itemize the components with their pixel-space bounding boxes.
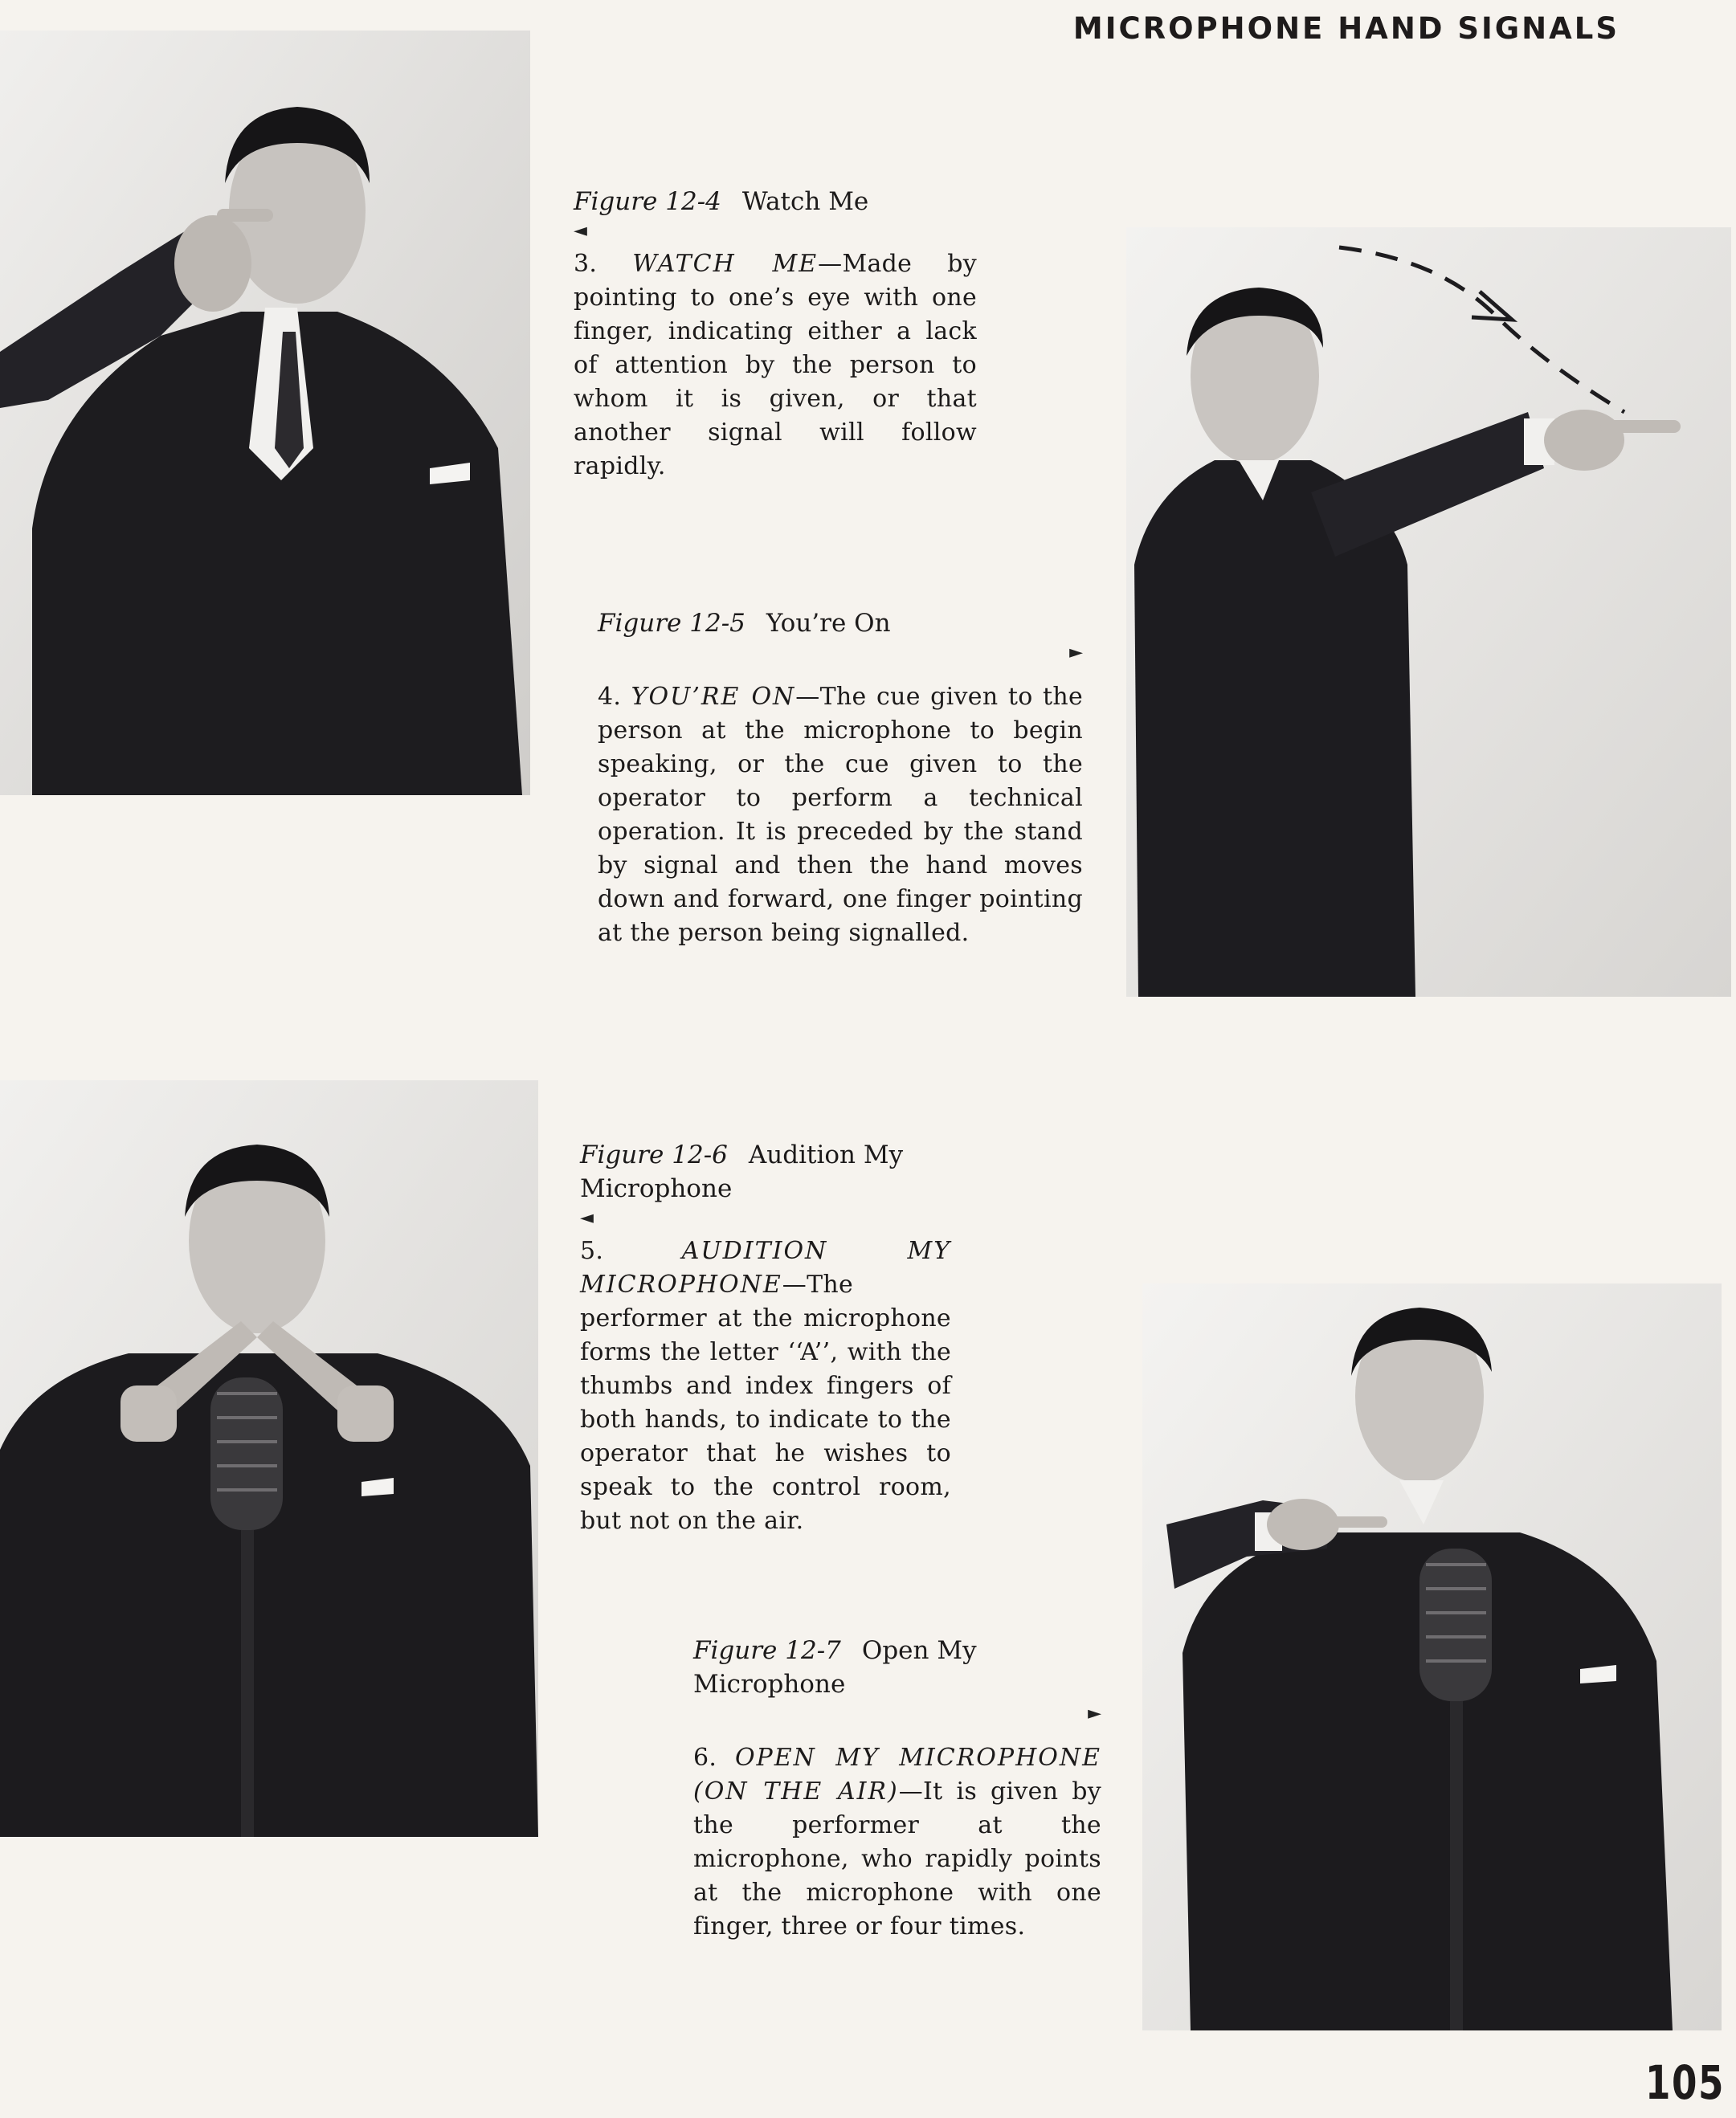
- figure-12-4-text: [574, 185, 977, 484]
- figure-12-6-caption: [580, 1138, 951, 1206]
- page-header: MICROPHONE HAND SIGNALS: [1072, 11, 1620, 46]
- figure-12-5-caption: [598, 606, 1083, 640]
- figure-caption: Watch Me: [741, 187, 869, 216]
- signal-body: —The cue given to the person at the microphone to begin speaking, or the cue given to the operator to perform a technical operation. It is preceded by the stand by signal and then the hand moves down and forward, one finger pointing at the person being signalled.: [598, 683, 1084, 947]
- figure-label: Figure 12-6: [580, 1141, 728, 1169]
- signal-title: YOU’RE ON: [631, 683, 796, 711]
- page-number: 105: [1644, 2055, 1725, 2110]
- figure-12-5-text: [598, 606, 1083, 950]
- figure-label: Figure 12-5: [598, 609, 745, 638]
- signal-title: WATCH ME: [632, 250, 819, 278]
- figure-12-7-text: [693, 1634, 1101, 1944]
- signal-title: OPEN MY MICROPHONE (ON THE AIR): [693, 1744, 1101, 1806]
- figure-label: Figure 12-4: [574, 187, 721, 216]
- left-arrow-icon: ◄: [580, 1208, 594, 1228]
- right-arrow-icon: ►: [1088, 1704, 1101, 1724]
- photo-youre-on: [1126, 227, 1731, 997]
- figure-caption: Audition My Microphone: [580, 1141, 904, 1203]
- figure-12-4-caption: [574, 185, 977, 218]
- signal-number: 6.: [693, 1744, 717, 1772]
- figure-12-4-description: [574, 247, 977, 484]
- figure-12-6-text: [580, 1138, 951, 1538]
- figure-caption: You’re On: [766, 609, 891, 638]
- signal-body: —Made by pointing to one’s eye with one finger, indicating either a lack of attention by the person to whom it is given, or that another signal will follow rapidly.: [574, 250, 977, 480]
- figure-label: Figure 12-7: [693, 1636, 841, 1665]
- figure-12-7-caption: [693, 1634, 1101, 1701]
- signal-number: 3.: [574, 250, 598, 278]
- photo-watch-me: [0, 31, 530, 795]
- figure-12-6-description: [580, 1234, 951, 1538]
- figure-caption: Open My Microphone: [693, 1636, 977, 1699]
- left-arrow-icon: ◄: [574, 221, 587, 241]
- signal-body: —The performer at the microphone forms the letter ‘‘A’’, with the thumbs and index fingers of both hands, to indicate to the operator that he wishes to speak to the control room, but not on the air.: [580, 1271, 951, 1535]
- right-arrow-icon: ►: [1069, 643, 1083, 663]
- photo-audition-my-microphone: [0, 1080, 538, 1837]
- signal-title: AUDITION MY MICROPHONE: [580, 1237, 951, 1299]
- signal-number: 4.: [598, 683, 622, 711]
- photo-open-my-microphone: [1142, 1283, 1722, 2030]
- figure-12-5-description: [598, 680, 1083, 950]
- signal-body: —It is given by the performer at the microphone, who rapidly points at the microphone with one finger, three or four times.: [693, 1777, 1102, 1940]
- signal-number: 5.: [580, 1237, 604, 1265]
- figure-12-7-description: [693, 1741, 1101, 1944]
